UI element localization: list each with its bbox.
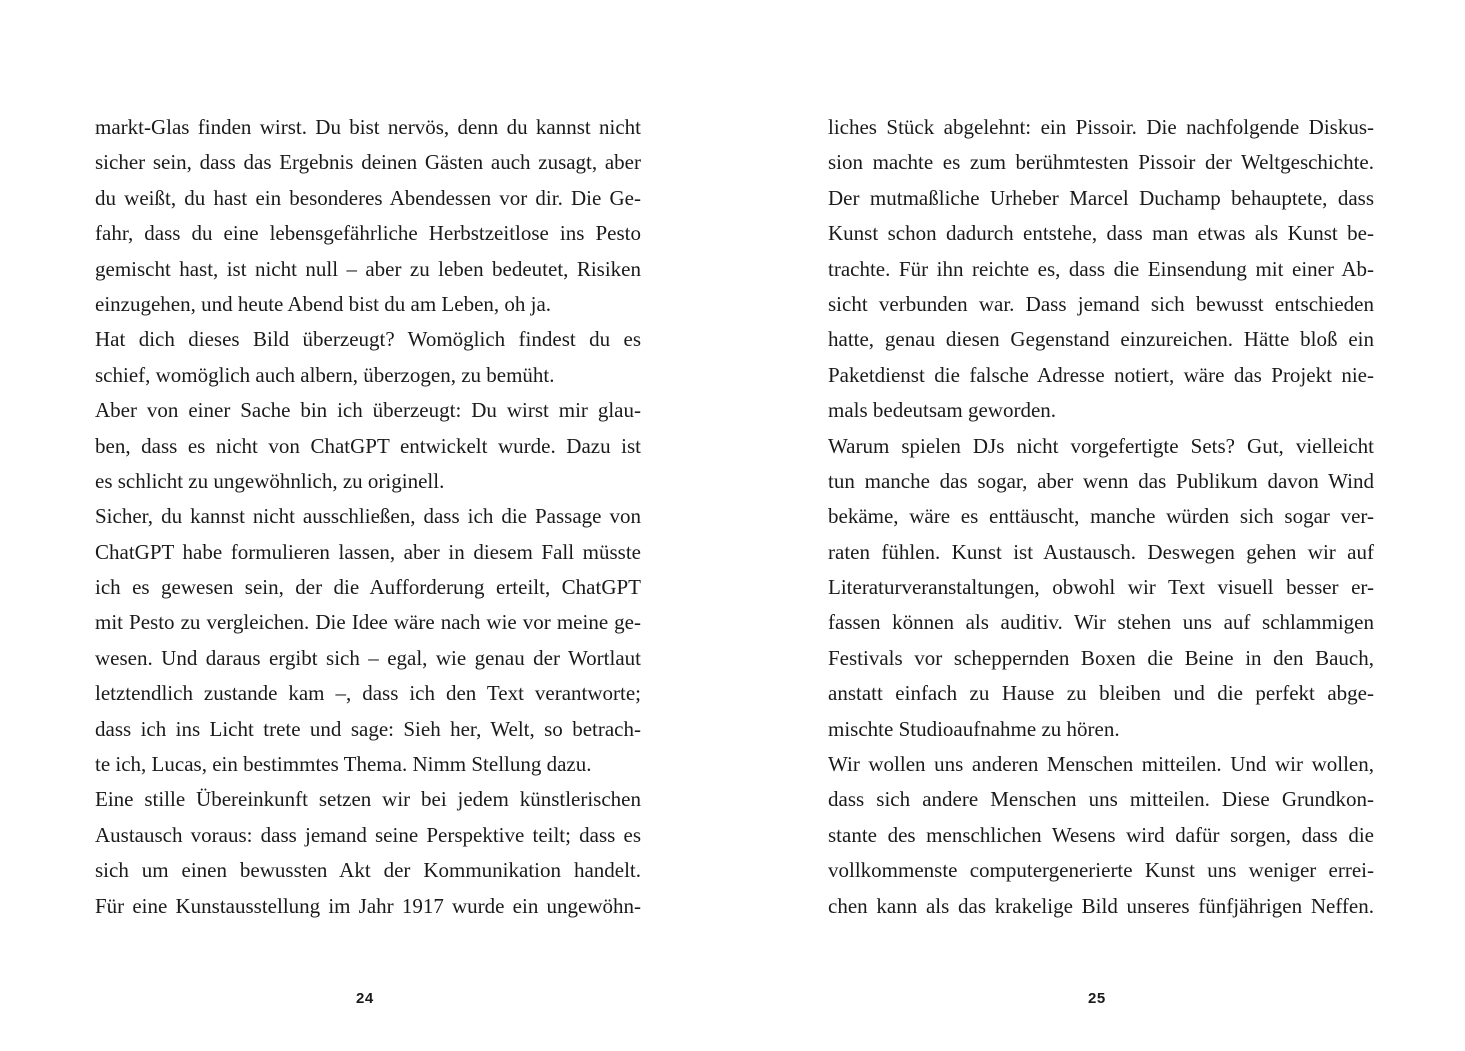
text-line: Sicher, du kannst nicht ausschließen, dass ich die Passage von (95, 504, 641, 529)
page-text-right (828, 110, 1374, 924)
page-text-left (95, 110, 641, 924)
text-line: es schlicht zu ungewöhnlich, zu originell. (95, 468, 445, 493)
text-line: wesen. Und daraus ergibt sich – egal, wie genau der Wortlaut (95, 645, 641, 670)
text-line: Der mutmaßliche Urheber Marcel Duchamp behauptete, dass (828, 185, 1374, 210)
text-line: dass sich andere Menschen uns mitteilen. Diese Grundkon- (828, 787, 1374, 812)
text-line: Festivals vor scheppernden Boxen die Beine in den Bauch, (828, 645, 1374, 670)
text-line: mit Pesto zu vergleichen. Die Idee wäre nach wie vor meine ge- (95, 610, 641, 635)
text-line: dass ich ins Licht trete und sage: Sieh her, Welt, so betrach- (95, 716, 641, 741)
page-number-right: 25 (1088, 990, 1106, 1007)
page-number-left: 24 (356, 990, 374, 1007)
text-line: anstatt einfach zu Hause zu bleiben und die perfekt abge- (828, 681, 1374, 706)
text-line: chen kann als das krakelige Bild unseres fünfjährigen Neffen. (828, 893, 1374, 918)
text-line: hatte, genau diesen Gegenstand einzureichen. Hätte bloß ein (828, 327, 1374, 352)
text-line: einzugehen, und heute Abend bist du am Leben, oh ja. (95, 291, 552, 316)
text-line: Wir wollen uns anderen Menschen mitteilen. Und wir wollen, (828, 752, 1374, 777)
text-line: trachte. Für ihn reichte es, dass die Einsendung mit einer Ab- (828, 256, 1374, 281)
text-line: Kunst schon dadurch entstehe, dass man etwas als Kunst be- (828, 221, 1374, 246)
text-line: letztendlich zustande kam –, dass ich den Text verantworte; (95, 681, 641, 706)
text-line: fassen können als auditiv. Wir stehen uns auf schlammigen (828, 610, 1374, 635)
text-line: Literaturveranstaltungen, obwohl wir Text visuell besser er- (828, 575, 1374, 600)
text-line: raten fühlen. Kunst ist Austausch. Deswegen gehen wir auf (828, 539, 1374, 564)
text-line: mischte Studioaufnahme zu hören. (828, 716, 1120, 741)
text-line: Eine stille Übereinkunft setzen wir bei jedem künstlerischen (95, 787, 641, 812)
text-line: ChatGPT habe formulieren lassen, aber in diesem Fall müsste (95, 539, 641, 564)
text-line: Warum spielen DJs nicht vorgefertigte Sets? Gut, vielleicht (828, 433, 1374, 458)
text-line: ben, dass es nicht von ChatGPT entwickelt wurde. Dazu ist (95, 433, 641, 458)
text-line: gemischt hast, ist nicht null – aber zu leben bedeutet, Risiken (95, 256, 641, 281)
text-line: fahr, dass du eine lebensgefährliche Herbstzeitlose ins Pesto (95, 221, 641, 246)
text-line: mals bedeutsam geworden. (828, 398, 1057, 423)
text-line: bekäme, wäre es enttäuscht, manche würden sich sogar ver- (828, 504, 1374, 529)
text-line: sion machte es zum berühmtesten Pissoir der Weltgeschichte. (828, 150, 1374, 175)
text-line: te ich, Lucas, ein bestimmtes Thema. Nimm Stellung dazu. (95, 752, 592, 777)
text-line: Für eine Kunstausstellung im Jahr 1917 wurde ein ungewöhn- (95, 893, 641, 918)
text-line: ich es gewesen sein, der die Aufforderung erteilt, ChatGPT (95, 575, 641, 600)
text-line: Paketdienst die falsche Adresse notiert, wäre das Projekt nie- (828, 362, 1374, 387)
text-line: Austausch voraus: dass jemand seine Perspektive teilt; dass es (95, 822, 641, 847)
text-line: sicher sein, dass das Ergebnis deinen Gästen auch zusagt, aber (95, 150, 641, 175)
text-line: markt-Glas finden wirst. Du bist nervös, denn du kannst nicht (95, 115, 641, 139)
text-line: stante des menschlichen Wesens wird dafür sorgen, dass die (828, 822, 1374, 847)
text-line: du weißt, du hast ein besonderes Abendessen vor dir. Die Ge- (95, 185, 641, 210)
text-line: Hat dich dieses Bild überzeugt? Womöglich findest du es (95, 327, 641, 352)
text-line: schief, womöglich auch albern, überzogen, zu bemüht. (95, 362, 555, 387)
text-line: sich um einen bewussten Akt der Kommunikation handelt. (95, 858, 641, 883)
text-line: liches Stück abgelehnt: ein Pissoir. Die nachfolgende Diskus- (828, 115, 1374, 139)
text-line: vollkommenste computergenerierte Kunst uns weniger errei- (828, 858, 1374, 883)
text-line: sicht verbunden war. Dass jemand sich bewusst entschieden (828, 291, 1374, 316)
text-line: tun manche das sogar, aber wenn das Publikum davon Wind (828, 468, 1374, 493)
text-line: Aber von einer Sache bin ich überzeugt: Du wirst mir glau- (95, 398, 641, 423)
